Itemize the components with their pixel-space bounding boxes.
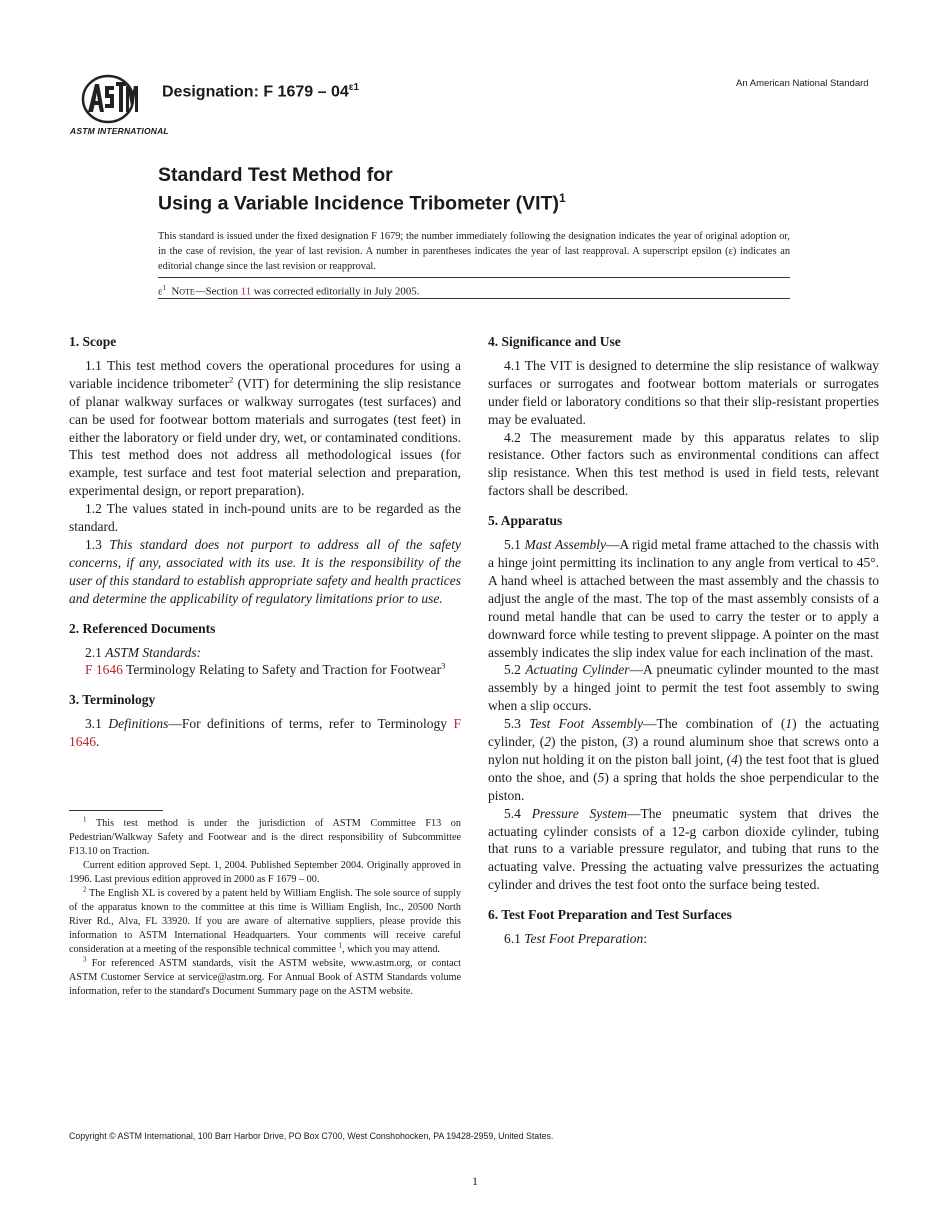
footnote-2-marker: 2: [83, 885, 87, 894]
paragraph-1-1-text: 1.1 This test method covers the operational procedures for using a variable incidence tribometer: [69, 357, 461, 391]
paragraph-1-3-text: This standard does not purport to address all of the safety concerns, if any, associated with its use. It is the responsibility of the user of this standard to establish appropriate safety and health practices and determine the applicability of regulatory limitations prior to use.: [69, 536, 462, 606]
document-title: [158, 164, 566, 216]
paragraph-2-1-text: ASTM Standards:: [105, 644, 202, 660]
paragraph-5-2-number: 5.2: [504, 662, 526, 678]
footnote-2-end: , which you may attend.: [342, 944, 440, 955]
designation-text: Designation: F 1679 – 04: [162, 83, 349, 101]
footnote-ref-2: 2: [229, 374, 234, 385]
item-number-1: 1: [785, 716, 793, 732]
note-top-rule: [158, 277, 790, 278]
footnote-3-marker: 3: [83, 955, 87, 964]
item-number-2: 2: [544, 734, 551, 750]
reference-f1646-title: Terminology Relating to Safety and Traction for Footwear: [122, 662, 442, 678]
designation-epsilon: ε1: [348, 82, 360, 93]
section-heading-scope: 1. Scope: [69, 334, 117, 349]
footnote-3-text: For referenced ASTM standards, visit the ASTM website, www.astm.org, or contact ASTM Customer Service at service@astm.org. For Annual Book of ASTM Standards volume information, refer to the standard's Document Summary page on the ASTM website.: [69, 958, 461, 997]
paragraph-3-1-text: —For definitions of terms, refer to Terminology: [168, 716, 454, 732]
logo-wordmark: ASTM INTERNATIONAL: [70, 126, 169, 136]
note-bottom-rule: [158, 298, 790, 299]
paragraph-5-3-term: Test Foot Assembly: [529, 716, 644, 732]
title-line-2: [158, 187, 566, 216]
footnote-1-marker: 1: [83, 815, 87, 824]
paragraph-2-1-number: 2.1: [85, 644, 106, 660]
paragraph-5-4-term: Pressure System: [531, 805, 627, 821]
f1646-link[interactable]: F 1646: [85, 662, 123, 678]
item-number-5: 5: [597, 769, 605, 785]
paragraph-6-1-end: :: [643, 931, 648, 947]
note-pre: —Section: [194, 285, 241, 298]
paragraph-2-1: [69, 644, 461, 662]
f1646-link-2[interactable]: F 1646: [69, 716, 461, 750]
section-heading-terminology: 3. Terminology: [69, 692, 156, 708]
right-column: [488, 333, 879, 948]
item-number-4: 4: [731, 751, 738, 767]
footnote-1: [69, 817, 461, 859]
paragraph-5-1-term: Mast Assembly: [524, 537, 606, 553]
astm-logo: [68, 72, 169, 140]
paragraph-5-3: [488, 715, 879, 805]
note-post: was corrected editorially in July 2005.: [251, 285, 420, 298]
page-number: 1: [472, 1174, 478, 1188]
section-heading-preparation: 6. Test Foot Preparation and Test Surfaces: [488, 907, 732, 923]
footnote-1-text: This test method is under the jurisdiction of ASTM Committee F13 on Pedestrian/Walkway Safety and Footwear and is the direct responsibility of Subcommittee F13.10 on Traction.: [69, 818, 461, 857]
paragraph-5-3-number: 5.3: [504, 716, 530, 732]
paragraph-5-2: [488, 661, 879, 715]
paragraph-1-2: 1.2 The values stated in inch-pound units are to be regarded as the standard.: [69, 501, 461, 535]
national-standard-label: An American National Standard: [736, 78, 869, 89]
note-epsilon-sup: 1: [162, 284, 167, 292]
footnote-rule: [69, 810, 163, 811]
paragraph-3-1-number: 3.1: [85, 716, 109, 732]
paragraph-5-2-term: Actuating Cylinder: [525, 662, 630, 678]
paragraph-5-3-part-e: ) the test foot that is glued onto the shoe, and (: [488, 751, 879, 785]
section-heading-apparatus: 5. Apparatus: [488, 513, 563, 529]
note-epsilon: ε: [158, 285, 163, 298]
paragraph-4-2: 4.2 The measurement made by this apparatus relates to slip resistance. Other factors such as environmental conditions can affect slip resistance. When this test method is used in field tests, relevant factors shall be described.: [488, 429, 879, 499]
footnote-ref-3: 3: [441, 660, 446, 671]
footnote-3: [69, 957, 461, 999]
paragraph-5-2-text: —A pneumatic cylinder mounted to the mast assembly by a hinged joint to permit the test foot assembly to swing when a slip occurs.: [488, 662, 880, 714]
paragraph-6-1: [488, 930, 879, 948]
reference-f1646: [69, 661, 461, 679]
footnote-2-inner-ref: 1: [338, 941, 343, 950]
title-line-2-text: Using a Variable Incidence Tribometer (VIT): [158, 192, 559, 215]
footnote-2-text: The English XL is covered by a patent held by William English. The sole source of supply of the apparatus known to the committee at this time is William English, Inc., 20500 North River Rd., Alva, FL 33920. If you are aware of alternative suppliers, please provide this information to ASTM International Headquarters. Your comments will receive careful consideration at a meeting of the responsible technical committee: [69, 888, 461, 955]
item-number-3: 3: [626, 734, 634, 750]
paragraph-5-4-number: 5.4: [504, 805, 532, 821]
footnote-1-continued: Current edition approved Sept. 1, 2004. Published September 2004. Originally approved in 1996. Last previous edition approved in 2000 as F 1679 – 00.: [69, 860, 461, 885]
paragraph-3-1-end: .: [96, 734, 100, 750]
designation: [162, 82, 359, 101]
footnote-2: [69, 887, 461, 957]
section-heading-significance: 4. Significance and Use: [488, 334, 621, 349]
paragraph-1-1: [69, 357, 461, 500]
paragraph-1-1-text-cont: (VIT) for determining the slip resistance of planar walkway surfaces or walkway surrogates (test surfaces) and can be used for footwear bottom materials and surrogates (test feet) in either the laboratory or field under dry, wet, or contaminated conditions. This test method does not address all methodological issues (for example, test surface and test foot material selection and preparation, experimental design, or report preparation).: [69, 375, 462, 499]
paragraph-5-3-part-f: ) a spring that holds the shoe perpendicular to the piston.: [488, 769, 879, 803]
paragraph-5-3-part-d: ) a round aluminum shoe that screws onto a nylon nut holding it on the piston ball joint, (: [488, 734, 880, 767]
title-line-1: Standard Test Method for: [158, 164, 393, 186]
paragraph-3-1-term: Definitions: [108, 716, 169, 732]
paragraph-5-4: [488, 805, 879, 895]
left-column: [69, 333, 461, 751]
paragraph-5-3-part-a: —The combination of (: [643, 716, 786, 732]
paragraph-3-1: [69, 715, 461, 751]
paragraph-6-1-number: 6.1: [504, 931, 525, 947]
issuance-note: This standard is issued under the fixed designation F 1679; the number immediately following the designation indicates the year of original adoption or, in the case of revision, the year of last revision. A number in parentheses indicates the year of last reapproval. A superscript epsilon (ε) indicates an editorial change since the last revision or reapproval.: [158, 231, 790, 272]
paragraph-4-1: 4.1 The VIT is designed to determine the slip resistance of walkway surfaces or surrogates and footwear bottom materials or surrogates under field or laboratory conditions so that their slip-resistant properties may be evaluated.: [488, 357, 879, 427]
copyright-notice: Copyright © ASTM International, 100 Barr Harbor Drive, PO Box C700, West Conshohocken, PA 19428-2959, United States.: [69, 1131, 554, 1141]
paragraph-6-1-term: Test Foot Preparation: [524, 931, 644, 947]
section-heading-referenced: 2. Referenced Documents: [69, 620, 216, 636]
paragraph-5-3-part-b: ) the actuating cylinder, (: [488, 716, 880, 750]
paragraph-5-4-text: —The pneumatic system that drives the actuating cylinder consists of a 12-g carbon dioxide cylinder, tubing that runs to a variable pressure regulator, and tubing that runs to the actuating valve. Pressing the actuating valve pressurizes the actuating cylinder and drives the test foot onto the surface being tested.: [488, 805, 879, 893]
paragraph-5-1: [488, 536, 879, 661]
title-footnote-ref: 1: [558, 191, 566, 205]
paragraph-1-3-number: 1.3: [85, 536, 110, 552]
paragraph-5-3-part-c: ) the piston, (: [550, 734, 627, 750]
paragraph-5-1-text: —A rigid metal frame attached to the chassis with a hinge joint permitting its inclination to any angle from vertical to 45°. A hand wheel is attached between the mast assembly and the chassis to adjust the angle of the mast. The top of the mast assembly consists of a round metal handle that can be used to carry the tester or to apply a downward force while testing to prevent slippage. A pointer on the mast assembly indicates the slip index value for each inclination of the mast.: [488, 537, 879, 660]
editorial-note: [158, 284, 419, 298]
section-11-link[interactable]: 11: [240, 285, 252, 298]
note-label: Note: [171, 285, 195, 298]
paragraph-1-3: [69, 536, 461, 608]
footnotes: [69, 817, 461, 999]
paragraph-5-1-number: 5.1: [504, 537, 525, 553]
